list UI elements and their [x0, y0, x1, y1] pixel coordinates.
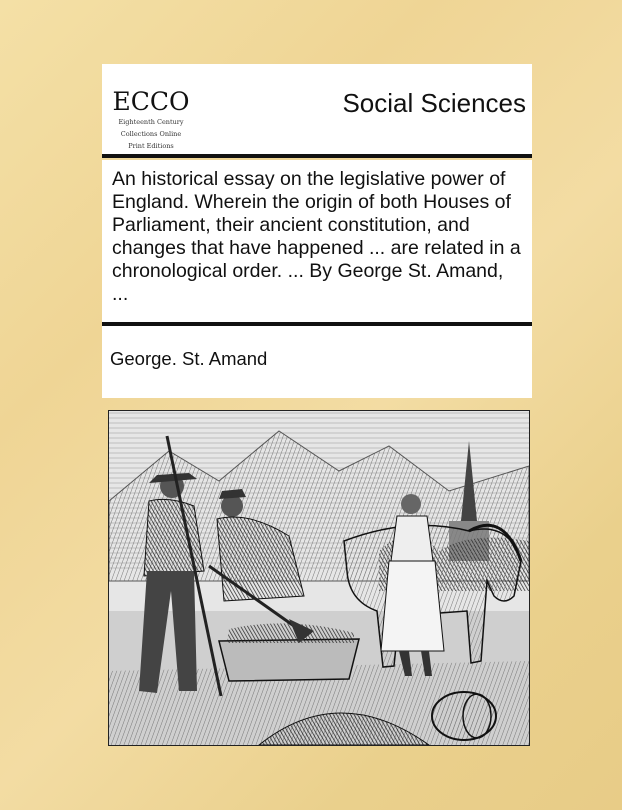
ecco-logo [112, 72, 190, 150]
coal-sledge [219, 639, 359, 681]
author-panel [102, 326, 532, 398]
header-panel [102, 64, 532, 154]
woman-head [401, 494, 421, 514]
logo-letter-c2: C [149, 87, 170, 116]
logo-line-3: Print Editions [128, 142, 174, 150]
book-title: An historical essay on the legislative power of England. Wherein the origin of both Houses of Parliament, their ancient constitution, and changes that have happened ... are related in a chronological order. ... By George St. Amand, ... [112, 168, 521, 305]
ecco-logo-mark [112, 72, 190, 114]
logo-letter-c1: C [130, 87, 150, 116]
logo-line-1: Eighteenth Century [118, 118, 184, 126]
rule-top [102, 154, 532, 158]
logo-letter-e: E [112, 87, 131, 116]
logo-line-2: Collections Online [120, 130, 182, 138]
cover-illustration [108, 410, 530, 746]
engraving-image [109, 411, 529, 745]
woman-bodice [391, 516, 433, 561]
author-name: George. St. Amand [110, 348, 268, 369]
woman-apron [381, 561, 444, 651]
logo-letter-o: O [169, 87, 190, 116]
title-panel [102, 160, 532, 322]
series-label: Social Sciences [342, 88, 526, 118]
